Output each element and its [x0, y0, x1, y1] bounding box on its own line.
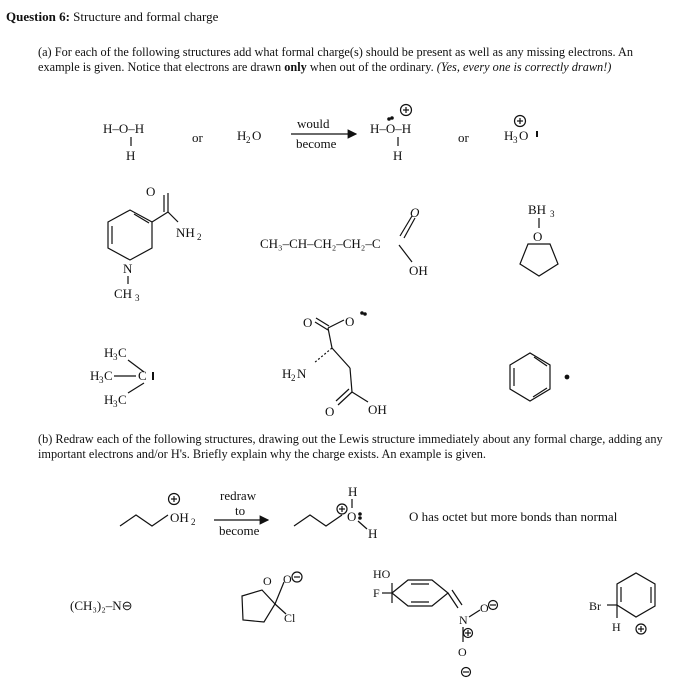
svg-text:C: C: [118, 392, 127, 407]
svg-text:O: O: [146, 184, 156, 199]
svg-text:O: O: [263, 574, 272, 588]
svg-text:OH: OH: [170, 510, 189, 525]
svg-text:HO: HO: [373, 567, 391, 581]
carboxylic-chain-structure: [260, 205, 428, 278]
svg-text:H: H: [504, 128, 514, 143]
part-a-text-1: For each of the following structures add what formal charge(s) should be present as well as any missing electrons. An example is given. Notice that electrons are drawn: [38, 45, 633, 74]
svg-text:3: 3: [113, 352, 118, 362]
svg-text:C: C: [138, 368, 147, 383]
nitro-cyclohexadiene: [373, 567, 498, 677]
amino-acid-structure: [282, 312, 387, 419]
svg-text:N: N: [459, 613, 468, 627]
water-h-below: H: [126, 148, 136, 163]
svg-text:C: C: [118, 345, 127, 360]
svg-text:2: 2: [291, 373, 296, 383]
svg-text:H: H: [282, 366, 292, 381]
or-2: or: [458, 130, 469, 145]
svg-text:3: 3: [550, 209, 555, 219]
part-a-marker: (a): [38, 45, 52, 59]
part-b-example-reactant: [120, 494, 196, 528]
svg-text:O: O: [458, 645, 467, 659]
part-a-note: (Yes, every one is correctly drawn!): [436, 60, 612, 74]
svg-text:C: C: [104, 368, 113, 383]
svg-text:2: 2: [246, 135, 251, 145]
svg-text:H: H: [368, 526, 378, 541]
svg-text:O: O: [252, 128, 262, 143]
svg-text:O: O: [347, 509, 357, 524]
hydronium-structure: [370, 105, 412, 164]
svg-text:Cl: Cl: [284, 611, 296, 625]
svg-text:2: 2: [197, 232, 202, 242]
water-structure: [103, 121, 144, 163]
svg-text:Br: Br: [589, 599, 601, 613]
svg-text:H: H: [237, 128, 247, 143]
svg-text:CH: CH: [114, 286, 133, 301]
nicotinamide-structure: [108, 184, 202, 303]
svg-text:3: 3: [99, 375, 104, 385]
chloro-thf-anion: [242, 572, 302, 625]
hydronium-drawn: H–O–H: [370, 121, 412, 136]
svg-text:H: H: [104, 345, 114, 360]
part-b-example-product: [294, 484, 377, 541]
svg-text:O: O: [410, 205, 420, 220]
or-1: or: [192, 130, 203, 145]
svg-text:OH: OH: [368, 402, 387, 417]
redraw-label: redraw: [220, 488, 257, 503]
svg-text:N: N: [297, 366, 307, 381]
svg-text:O: O: [303, 315, 313, 330]
svg-text:H: H: [612, 620, 621, 634]
svg-text:CH₃–CH–CH₂–CH₂–C: CH₃–CH–CH₂–CH₂–C: [260, 236, 381, 251]
svg-text:O: O: [480, 601, 489, 615]
part-a-bold-word: only: [284, 60, 307, 74]
tbutyl-radical-structure: [90, 345, 153, 409]
svg-text:OH: OH: [409, 263, 428, 278]
svg-text:O: O: [533, 229, 543, 244]
part-a-text-2: when out of the ordinary.: [309, 60, 434, 74]
svg-text:H: H: [348, 484, 358, 499]
svg-text:NH: NH: [176, 225, 195, 240]
svg-text:3: 3: [135, 293, 140, 303]
bh3-thf-structure: [520, 202, 558, 276]
hydronium-formula: [504, 116, 537, 146]
become-label-b: become: [219, 523, 260, 538]
svg-text:F: F: [373, 586, 380, 600]
hydronium-h-below: H: [393, 148, 403, 163]
svg-text:N: N: [123, 261, 133, 276]
dimethylamide-anion: (CH₃)₂–N⊖: [70, 598, 133, 613]
bromo-cyclohexadienyl-cation: [589, 573, 655, 634]
svg-text:O: O: [519, 128, 529, 143]
part-b-text: Redraw each of the following structures, drawing out the Lewis structure immediately about any formal charge, adding any important electrons and/or H's. Briefly explain why the charge exists. An example is given.: [38, 432, 663, 461]
svg-text:3: 3: [113, 399, 118, 409]
svg-text:O: O: [325, 404, 335, 419]
water-formula: [237, 128, 261, 145]
would-label: would: [297, 116, 330, 131]
become-label: become: [296, 136, 337, 151]
phenyl-radical-structure: [510, 353, 569, 401]
to-label: to: [235, 503, 246, 518]
question-label: Question 6:: [6, 9, 70, 24]
svg-text:2: 2: [191, 517, 196, 527]
svg-text:O: O: [345, 314, 355, 329]
svg-text:BH: BH: [528, 202, 547, 217]
question-title: Structure and formal charge: [73, 9, 219, 24]
water-drawn: H–O–H: [103, 121, 145, 136]
svg-text:3: 3: [513, 135, 518, 145]
svg-text:H: H: [90, 368, 100, 383]
svg-text:H: H: [104, 392, 114, 407]
part-b-marker: (b): [38, 432, 53, 446]
example-explanation: O has octet but more bonds than normal: [409, 509, 618, 524]
svg-text:O: O: [283, 572, 292, 586]
